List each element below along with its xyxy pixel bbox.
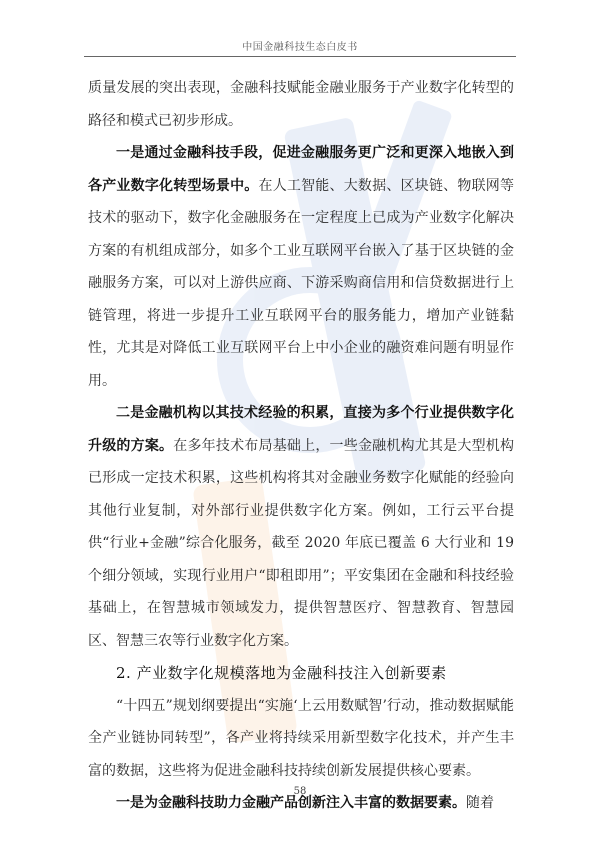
header-rule (84, 56, 516, 57)
paragraph-4-text: “十四五”规划纲要提出“实施‘上云用数赋智’行动，推动数据赋能全产业链协同转型”，各产业将持续采用新型数字化技术，并产生丰富的数据，这些将为促进金融科技持续创新发展提供核心要素。 (88, 697, 514, 779)
paragraph-3-lead: 二是金融机构以其技术经验的积累，直接为多个行业提供数字化升级的方案。 (88, 405, 514, 454)
running-header: 中国金融科技生态白皮书 (242, 42, 358, 53)
paragraph-2-text: 在人工智能、大数据、区块链、物联网等技术的驱动下，数字化金融服务在一定程度上已成为产业数字化解决方案的有机组成部分，如多个工业互联网平台嵌入了基于区块链的金融服务方案，可以对上游供应商、下游采购商信用和信贷数据进行上链管理，将进一步提升工业互联网平台的服务能力，增加产业链黏性，尤其是对降低工业互联网平台上中小企业的融资难问题有明显作用。 (88, 177, 515, 389)
paragraph-1 (88, 72, 514, 137)
paragraph-2-lead: 一是通过金融科技手段，促进金融服务更广泛和更深入地嵌入到各产业数字化转型场景中。 (88, 145, 514, 194)
paragraph-5-text: 随着 (466, 795, 494, 811)
paragraph-4 (88, 690, 514, 788)
paragraph-3 (88, 397, 514, 657)
paragraph-3-text: 在多年技术布局基础上，一些金融机构尤其是大型机构已形成一定技术积累，这些机构将其对金融业务数字化赋能的经验向其他行业复制，对外部行业提供数字化方案。例如，工行云平台提供“行业+金融”综合化服务，截至 2020 年底已覆盖 6 大行业和 19 个细分领域，实现行业用户“即租即用”；平安集团在金融和科技经验基础上，在智慧城市领域发力，提供智慧医疗、智慧教育、智慧园区、智慧三农等行业数字化方案。 (88, 437, 515, 649)
body-text (88, 72, 514, 820)
paragraph-5-lead: 一是为金融科技助力金融产品创新注入丰富的数据要素。 (116, 795, 466, 811)
paragraph-2 (88, 137, 514, 397)
section-heading: 2. 产业数字化规模落地为金融科技注入创新要素 (116, 664, 447, 682)
paragraph-1-text: 质量发展的突出表现，金融科技赋能金融业服务于产业数字化转型的路径和模式已初步形成。 (88, 80, 514, 129)
page-number: 58 (293, 786, 307, 797)
